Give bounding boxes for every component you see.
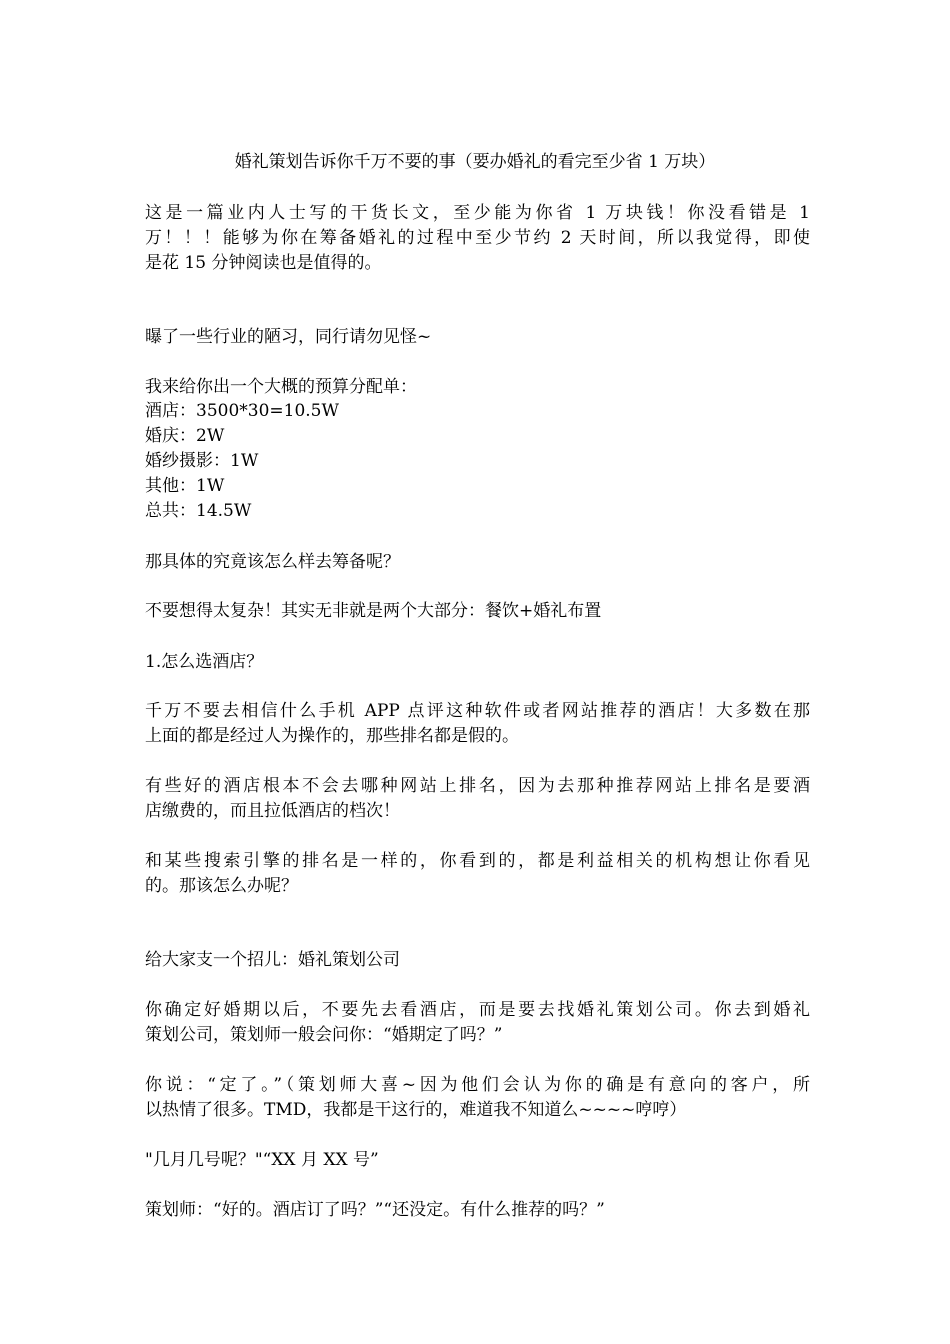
say-paragraph-line-1: 你说：“定了。”（策划师大喜~因为他们会认为你的确是有意向的客户，所 — [145, 1075, 810, 1095]
tip-paragraph: 给大家支一个招儿：婚礼策划公司 — [145, 950, 400, 970]
app-paragraph-line-2: 上面的都是经过人为操作的，那些排名都是假的。 — [145, 726, 519, 746]
expose-paragraph: 曝了一些行业的陋习，同行请勿见怪~ — [145, 327, 432, 347]
document-title: 婚礼策划告诉你千万不要的事（要办婚礼的看完至少省 1 万块） — [234, 152, 716, 172]
budget-heading: 我来给你出一个大概的预算分配单： — [145, 377, 417, 397]
search-paragraph-line-1: 和某些搜索引擎的排名是一样的，你看到的，都是利益相关的机构想让你看见 — [145, 851, 810, 871]
company-paragraph-line-1: 你确定好婚期以后，不要先去看酒店，而是要去找婚礼策划公司。你去到婚礼 — [145, 1000, 810, 1020]
section-heading-hotel: 1.怎么选酒店？ — [145, 652, 264, 672]
date-paragraph: "几月几号呢？"“XX 月 XX 号” — [145, 1150, 379, 1170]
rank-paragraph-line-1: 有些好的酒店根本不会去哪种网站上排名，因为去那种推荐网站上排名是要酒 — [145, 776, 810, 796]
two-parts-paragraph: 不要想得太复杂！其实无非就是两个大部分：餐饮+婚礼布置 — [145, 601, 602, 621]
budget-item-other: 其他：1W — [145, 476, 225, 496]
say-paragraph-line-2: 以热情了很多。TMD，我都是干这行的，难道我不知道么~~~~哼哼） — [145, 1100, 687, 1120]
intro-line-2: 万！！！能够为你在筹备婚礼的过程中至少节约 2 天时间，所以我觉得，即使 — [145, 228, 810, 248]
company-paragraph-line-2: 策划公司，策划师一般会问你：“婚期定了吗？” — [145, 1025, 503, 1045]
planner-paragraph: 策划师：“好的。酒店订了吗？”“还没定。有什么推荐的吗？” — [145, 1200, 605, 1220]
rank-paragraph-line-2: 店缴费的，而且拉低酒店的档次！ — [145, 801, 400, 821]
question-paragraph: 那具体的究竟该怎么样去筹备呢？ — [145, 552, 400, 572]
budget-item-hotel: 酒店：3500*30=10.5W — [145, 401, 339, 421]
budget-item-wedding-service: 婚庆：2W — [145, 426, 225, 446]
search-paragraph-line-2: 的。那该怎么办呢？ — [145, 876, 298, 896]
intro-line-1: 这是一篇业内人士写的干货长文，至少能为你省 1 万块钱！你没看错是 1 — [145, 203, 810, 223]
intro-line-3: 是花 15 分钟阅读也是值得的。 — [145, 253, 382, 273]
budget-item-total: 总共：14.5W — [145, 501, 252, 521]
app-paragraph-line-1: 千万不要去相信什么手机 APP 点评这种软件或者网站推荐的酒店！大多数在那 — [145, 701, 810, 721]
budget-item-photography: 婚纱摄影：1W — [145, 451, 259, 471]
